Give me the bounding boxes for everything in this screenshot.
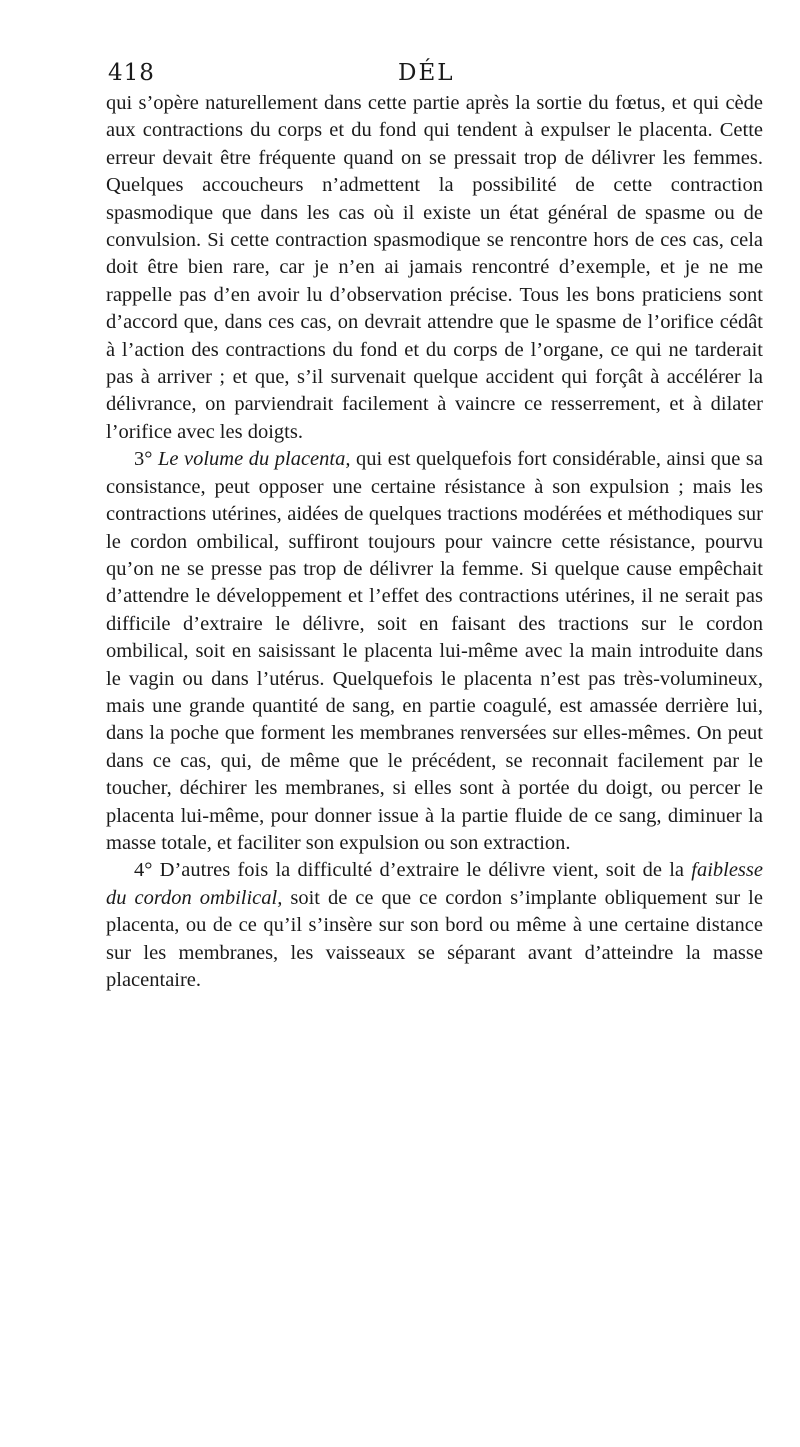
paragraph-text: soit de ce que ce cordon s’implante obliquement sur le placenta, ou de ce qu’il s’insère sur son bord ou même à une certaine distance sur les membranes, les vaisseaux se séparant avant d’atteindre la masse placentaire.	[106, 886, 763, 991]
section-number: 4°	[134, 859, 153, 882]
paragraph-placenta-volume	[106, 446, 763, 857]
paragraph-continuation	[106, 90, 763, 446]
section-heading: faiblesse du cordon ombilical,	[106, 859, 763, 909]
running-head: DÉL	[398, 60, 455, 86]
section-heading: Le volume du placenta,	[157, 448, 351, 471]
paragraph-text: qui est quelquefois fort considérable, ainsi que sa consistance, peut opposer une certaine résistance à son expulsion ; mais les contractions utérines, aidées de quelques tractions modérées et méthodiques sur le cordon ombilical, suffiront toujours pour vaincre cette résistance, pourvu qu’on ne se presse pas trop de délivrer la femme. Si quelque cause empêchait d’attendre le développement et l’effet des contractions utérines, il ne serait pas difficile d’extraire le délivre, soit en faisant des tractions sur le cordon ombilical, soit en saisissant le placenta lui-même avec la main introduite dans le vagin ou dans l’utérus. Quelquefois le placenta n’est pas très-volumineux, mais une grande quantité de sang, en partie coagulé, est amassée derrière lui, dans la poche que forment les membranes renversées sur elles-mêmes. On peut dans ce cas, qui, de même que le précédent, se reconnait facilement par le toucher, déchirer les membranes, si elles sont à portée du doigt, ou percer le placenta lui-même, pour donner issue à la partie fluide de ce sang, diminuer la masse totale, et faciliter son expulsion ou son extraction.	[106, 448, 764, 854]
page-number: 418	[108, 60, 155, 86]
body-text	[106, 90, 763, 994]
page-header	[108, 60, 763, 94]
paragraph-cord-weakness	[106, 857, 763, 994]
paragraph-text-intro: D’autres fois la difficulté d’extraire le délivre vient, soit de la	[152, 859, 692, 882]
section-number: 3°	[134, 448, 153, 471]
paragraph-text: qui s’opère naturellement dans cette partie après la sortie du fœtus, et qui cède aux contractions du corps et du fond qui tendent à expulser le placenta. Cette erreur devait être fréquente quand on se pressait trop de délivrer les femmes. Quelques accoucheurs n’admettent la possibilité de cette contraction spasmodique que dans les cas où il existe un état général de spasme ou de convulsion. Si cette contraction spasmodique se rencontre hors de ces cas, cela doit être bien rare, car je n’en ai jamais rencontré d’exemple, et je ne me rappelle pas d’en avoir lu d’observation précise. Tous les bons praticiens sont d’accord que, dans ces cas, on devrait attendre que le spasme de l’orifice cédât à l’action des contractions du fond et du corps de l’organe, ce qui ne tarderait pas à arriver ; et que, s’il survenait quelque accident qui forçât à accélérer la délivrance, on parviendrait facilement à vaincre ce resserrement, et à dilater l’orifice avec les doigts.	[106, 92, 763, 443]
